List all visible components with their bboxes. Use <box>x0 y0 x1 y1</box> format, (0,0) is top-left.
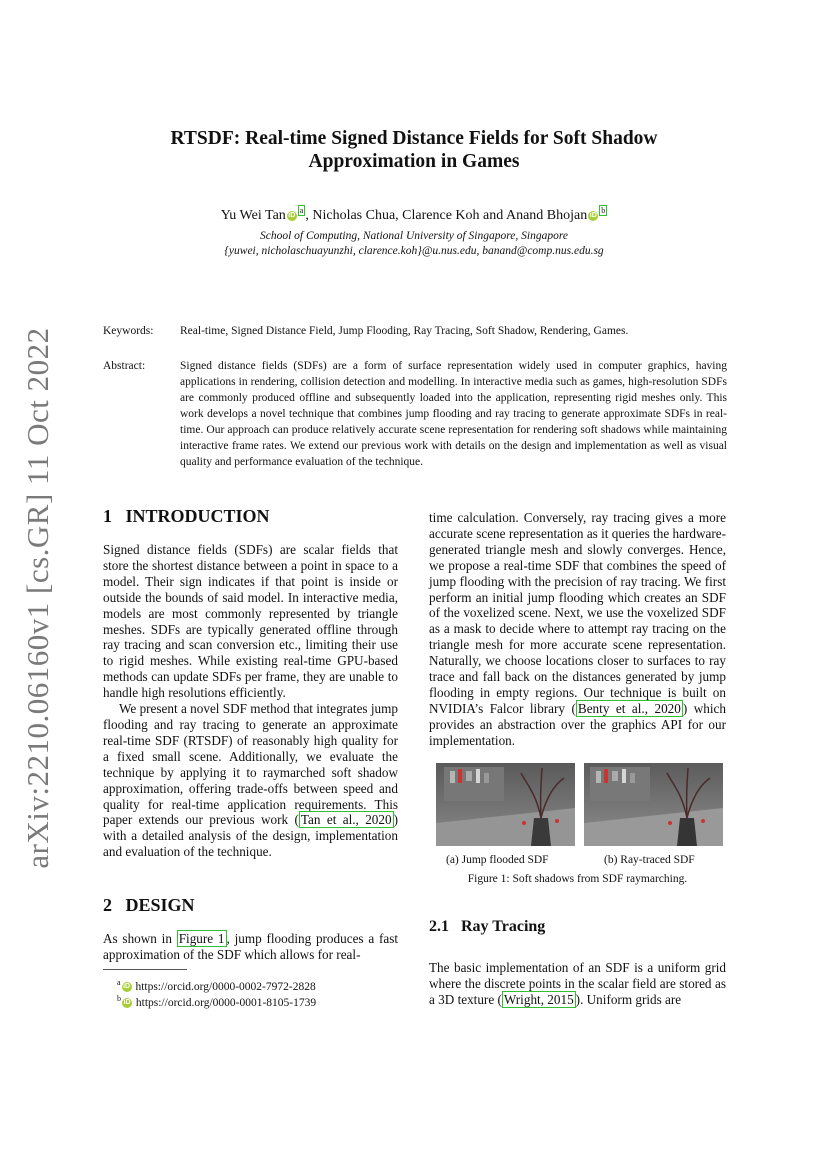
paragraph <box>103 701 398 860</box>
abstract-text: Signed distance fields (SDFs) are a form of surface representation widely used in computer graphics, having applications in rendering, collision detection and modelling. In interactive media such as games, high-resolution SDFs are commonly produced offline and subsequently loaded into the application, representing rigid meshes only. This work develops a novel technique that combines jump flooding and ray tracing to generate approximate SDFs in real-time. Our approach can produce relatively accurate scene representation for rendering soft shadows while maintaining interactive frame rates. We extend our previous work with details on the design and implementation as well as visual quality and performance evaluation of the technique. <box>180 360 727 468</box>
footnote <box>117 991 316 1011</box>
paper-title <box>100 127 728 173</box>
affiliation: School of Computing, National University of Singapore, Singapore <box>259 230 569 242</box>
abstract-label: Abstract: <box>103 360 146 372</box>
author-names: , Nicholas Chua, Clarence Koh and Anand Bhojan <box>305 208 588 223</box>
orcid-icon[interactable]: iD <box>123 998 131 1006</box>
orcid-icon[interactable]: iD <box>589 212 597 219</box>
section-heading <box>103 895 195 916</box>
design-text <box>103 931 398 963</box>
section-title: DESIGN <box>125 895 195 915</box>
paragraph: Signed distance fields (SDFs) are scalar fields that store the shortest distance between a point in space to a model. Their sign indicates if that point is inside or outside the bounds of said model. In interactive media, models are most commonly represented by triangle meshes. SDFs are typically generated offline through ray tracing and scan conversion etc., limiting their use to rigid meshes. While existing real-time GPU-based methods can update SDFs per frame, they are unable to handle high resolutions efficiently. <box>103 542 398 701</box>
paragraph-text: As shown in <box>103 931 177 946</box>
subfigure-caption-b: (b) Ray-traced SDF <box>604 854 695 866</box>
subsection-heading <box>429 918 545 936</box>
footnote-url[interactable]: https://orcid.org/0000-0001-8105-1739 <box>135 996 317 1009</box>
subsection-number: 2.1 <box>429 918 449 935</box>
subfigure-caption-a: (a) Jump flooded SDF <box>446 854 549 866</box>
footnote-url[interactable]: https://orcid.org/0000-0002-7972-2828 <box>135 980 316 993</box>
figure-caption: Figure 1: Soft shadows from SDF raymarching. <box>467 873 688 885</box>
author-name: Yu Wei Tan <box>220 208 286 223</box>
emails: {yuwei, nicholaschuayunzhi, clarence.koh}@u.nus.edu, banand@comp.nus.edu.sg <box>224 245 604 257</box>
citation-link[interactable]: Wright, 2015 <box>503 991 574 1007</box>
right-column-text <box>429 510 726 749</box>
section-title: INTRODUCTION <box>125 506 270 526</box>
affiliation-block <box>100 229 728 259</box>
arxiv-id: arXiv:2210.06160v1 [cs.GR] 11 Oct 2022 <box>20 327 55 869</box>
paragraph-text: ) which provides an abstraction over the graphics API for our implementation. <box>429 700 726 748</box>
footnote-mark: b <box>117 994 121 1003</box>
paragraph-text: time calculation. Conversely, ray tracing gives a more accurate scene representation as it queries the hardware-generated triangle mesh and slowly converges. Hence, we propose a real-time SDF that combines the speed of jump flooding with the precision of ray tracing. We first perform an initial jump flooding which creates an SDF of the voxelized scene. Next, we use the voxelized SDF as a mask to decide where to attempt ray tracing on the triangle mesh for more accurate scene representation. Naturally, we choose locations closer to surfaces to ray trace and fall back on the distances generated by jump flooding in empty regions. Our technique is built on NVIDIA’s Falcor library ( <box>429 510 726 716</box>
footnote-rule <box>103 969 187 970</box>
ray-tracing-text <box>429 960 726 1008</box>
paragraph <box>429 960 726 1008</box>
footnote-link[interactable]: a <box>299 206 304 215</box>
section-number: 1 <box>103 506 112 526</box>
footnote-link[interactable]: b <box>601 206 606 215</box>
keywords-text: Real-time, Signed Distance Field, Jump Flooding, Ray Tracing, Soft Shadow, Rendering, Games. <box>180 325 629 337</box>
paragraph <box>429 510 726 749</box>
author-list <box>100 205 728 225</box>
figure-image-ray-traced <box>584 763 723 846</box>
paragraph-text: ) with a detailed analysis of the design, implementation and evaluation of the technique. <box>103 812 398 860</box>
title-line-1: RTSDF: Real-time Signed Distance Fields for Soft Shadow <box>170 128 658 149</box>
intro-text <box>103 542 398 860</box>
citation-link[interactable]: Benty et al., 2020 <box>577 700 681 716</box>
paragraph-text: We present a novel SDF method that integrates jump flooding and ray tracing to generate an approximate real-time SDF (RTSDF) of reasonably high quality for a fixed small scene. Additionally, we evaluate the technique by applying it to raymarched soft shadow approximation, offering trade-offs between speed and quality for real-time application requirements. This paper extends our previous work ( <box>103 701 398 828</box>
paragraph-text: ). Uniform grids are <box>575 991 682 1007</box>
orcid-icon[interactable]: iD <box>288 212 296 219</box>
citation-link[interactable]: Tan et al., 2020 <box>300 812 392 828</box>
paragraph <box>103 931 398 963</box>
subsection-title: Ray Tracing <box>461 918 546 935</box>
title-line-2: Approximation in Games <box>308 151 520 172</box>
figure-link[interactable]: Figure 1 <box>178 931 225 946</box>
orcid-icon[interactable]: iD <box>123 982 131 990</box>
footnote-mark: a <box>117 978 121 987</box>
section-number: 2 <box>103 895 112 915</box>
keywords-label: Keywords: <box>103 325 154 337</box>
paragraph-text: The basic implementation of an SDF is a uniform grid where the discrete points in the scalar field are stored as a 3D texture ( <box>429 960 726 1007</box>
paragraph-text: , jump flooding produces a fast approximation of the SDF which allows for real- <box>103 931 399 962</box>
section-heading <box>103 506 270 527</box>
figure-image-jump-flooded <box>436 763 575 846</box>
